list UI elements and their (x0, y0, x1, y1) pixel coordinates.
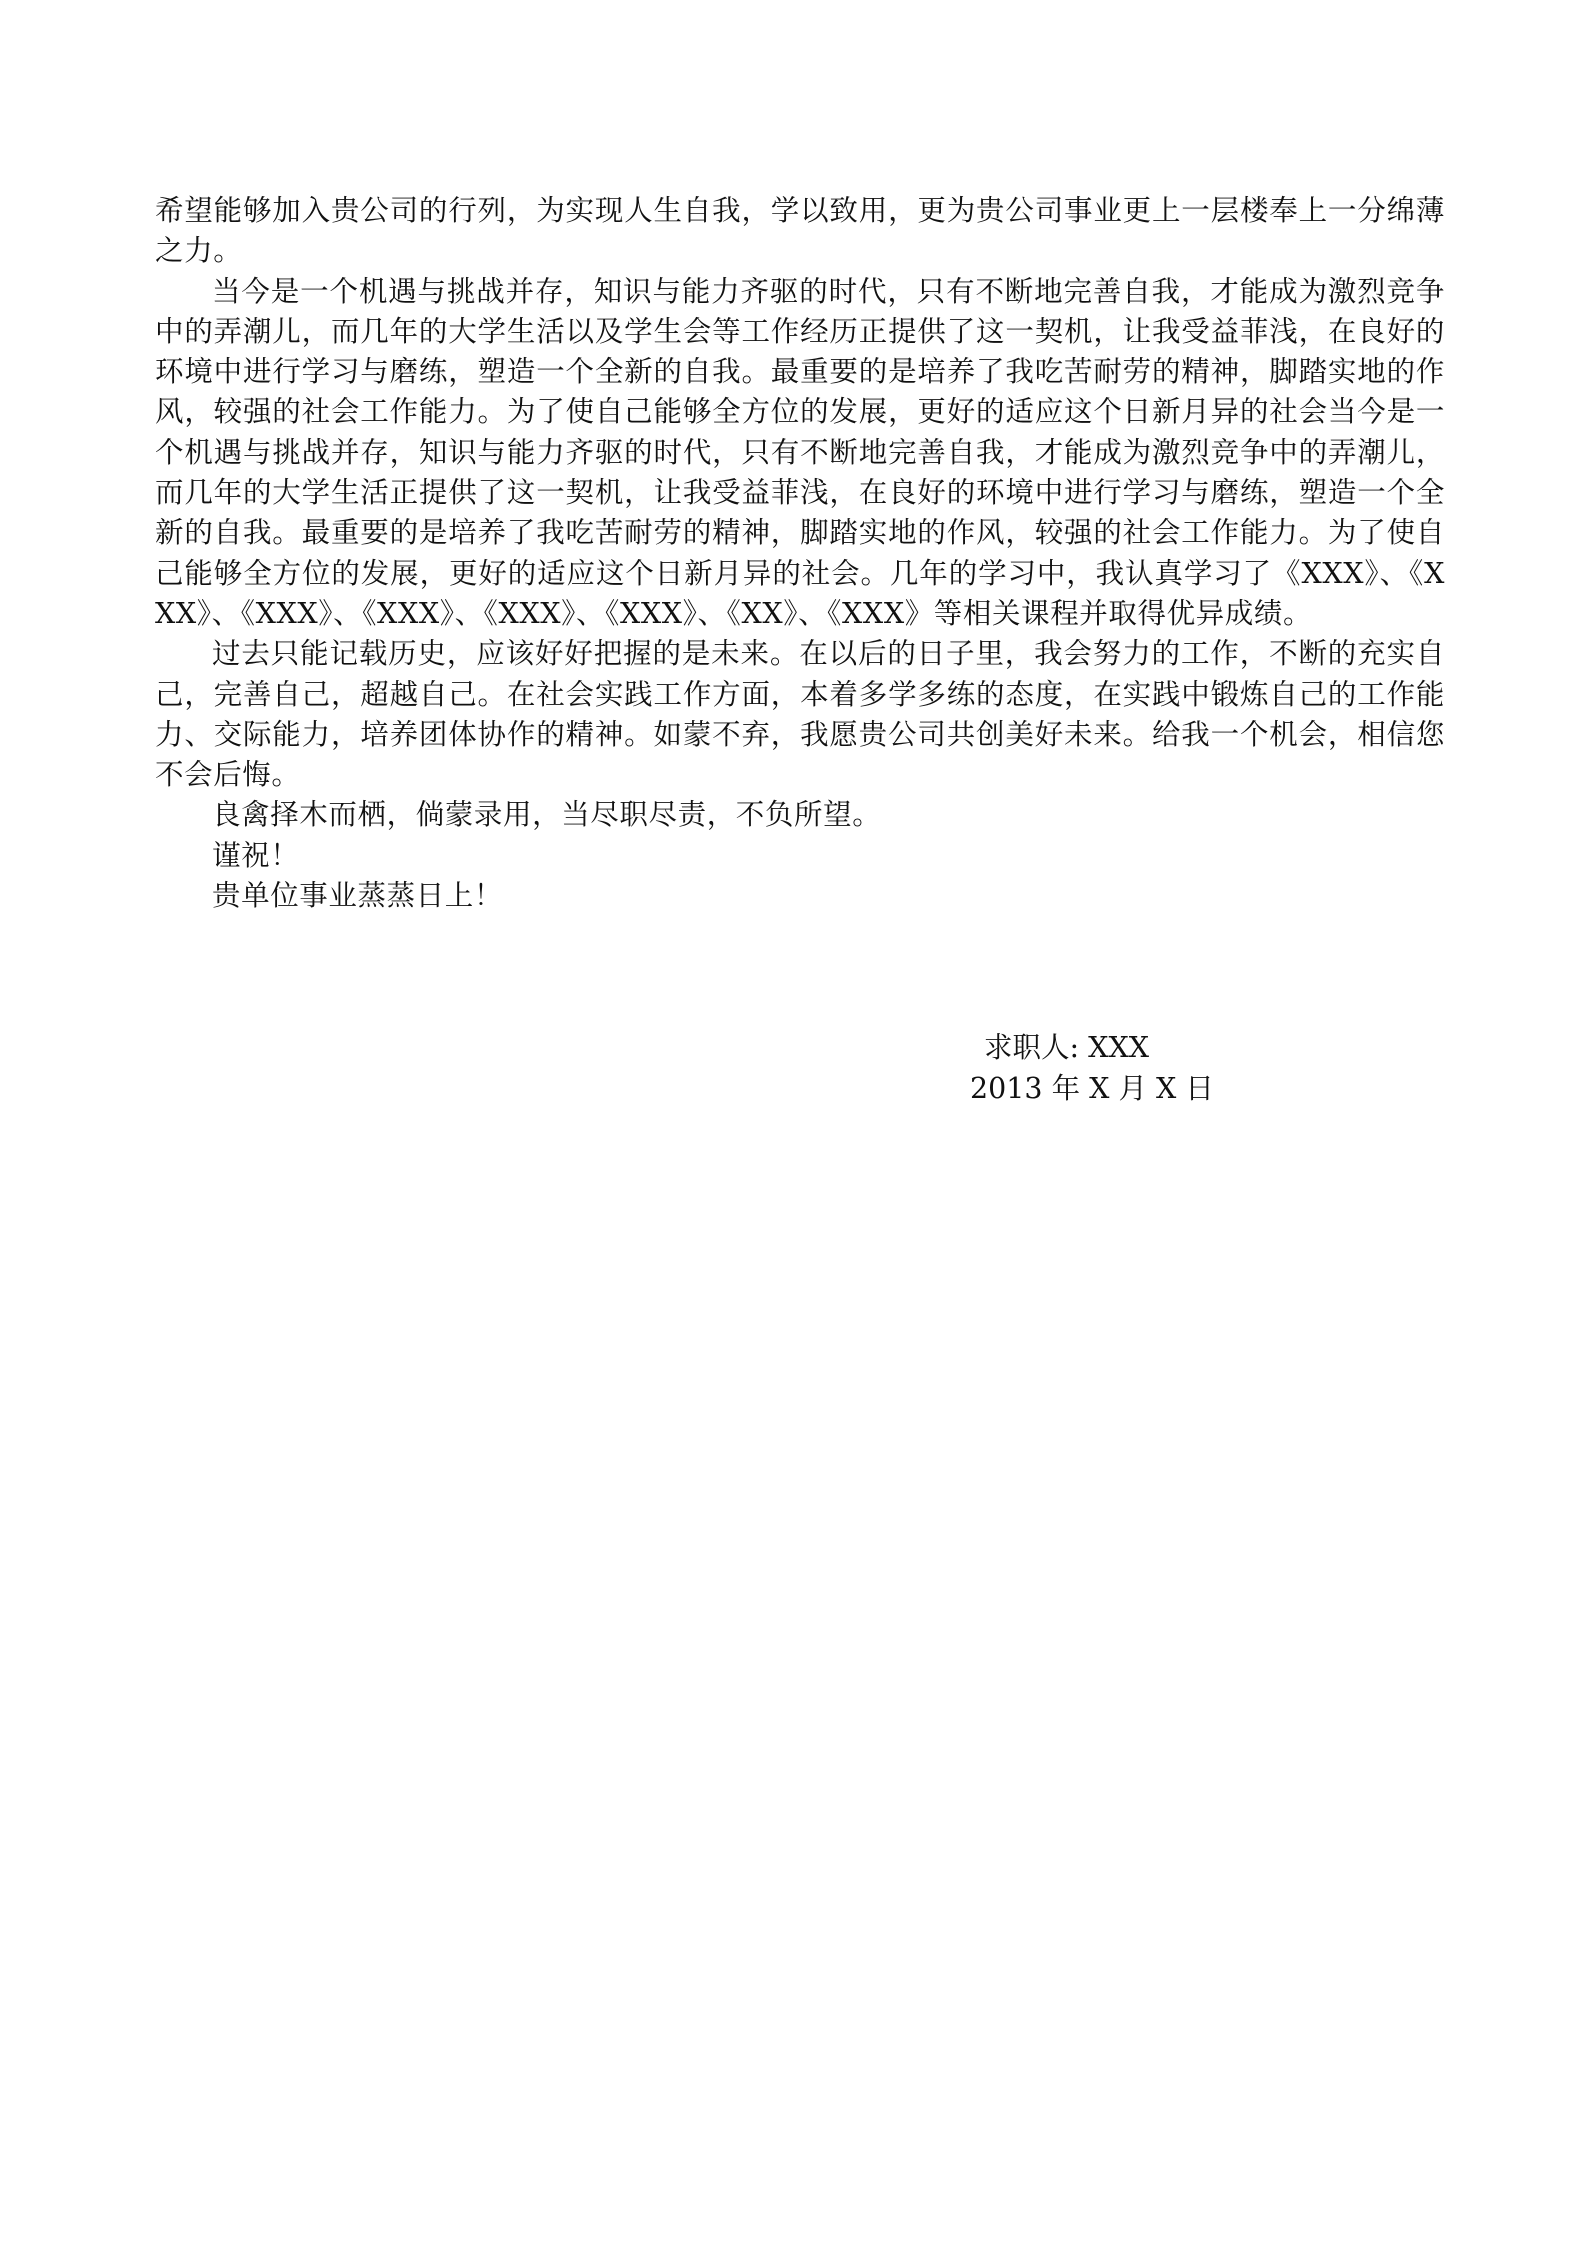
paragraph-wishes: 贵单位事业蒸蒸日上！ (212, 879, 504, 913)
letter-date: 2013 年 X 月 X 日 (970, 1071, 1214, 1105)
signature-block (970, 1028, 1370, 1109)
paragraph-future: 过去只能记载历史，应该好好把握的是未来。在以后的日子里，我会努力的工作，不断的充实自己，完善自己，超越自己。在社会实践工作方面，本着多学多练的态度，在实践中锻炼自己的工作能力、交际能力，培养团体协作的精神。如蒙不弃，我愿贵公司共创美好未来。给我一个机会，相信您不会后悔。 (155, 637, 1445, 792)
paragraph-intro-continuation: 希望能够加入贵公司的行列，为实现人生自我，学以致用，更为贵公司事业更上一层楼奉上一分绵薄之力。 (155, 194, 1445, 268)
letter-body (155, 191, 1445, 916)
paragraph-closing-statement: 良禽择木而栖，倘蒙录用，当尽职尽责，不负所望。 (212, 798, 882, 832)
paragraph-experience: 当今是一个机遇与挑战并存，知识与能力齐驱的时代，只有不断地完善自我，才能成为激烈竞争中的弄潮儿，而几年的大学生活以及学生会等工作经历正提供了这一契机，让我受益菲浅，在良好的环境中进行学习与磨练，塑造一个全新的自我。最重要的是培养了我吃苦耐劳的精神，脚踏实地的作风，较强的社会工作能力。为了使自己能够全方位的发展，更好的适应这个日新月异的社会当今是一个机遇与挑战并存，知识与能力齐驱的时代，只有不断地完善自我，才能成为激烈竞争中的弄潮儿，而几年的大学生活正提供了这一契机，让我受益菲浅，在良好的环境中进行学习与磨练，塑造一个全新的自我。最重要的是培养了我吃苦耐劳的精神，脚踏实地的作风，较强的社会工作能力。为了使自己能够全方位的发展，更好的适应这个日新月异的社会。几年的学习中，我认真学习了《XXX》、《XXX》、《XXX》、《XXX》、《XXX》、《XXX》、《XX》、《XXX》等相关课程并取得优异成绩。 (155, 274, 1445, 630)
applicant-name: 求职人: XXX (984, 1031, 1150, 1064)
paragraph-salutation: 谨祝！ (212, 838, 300, 872)
